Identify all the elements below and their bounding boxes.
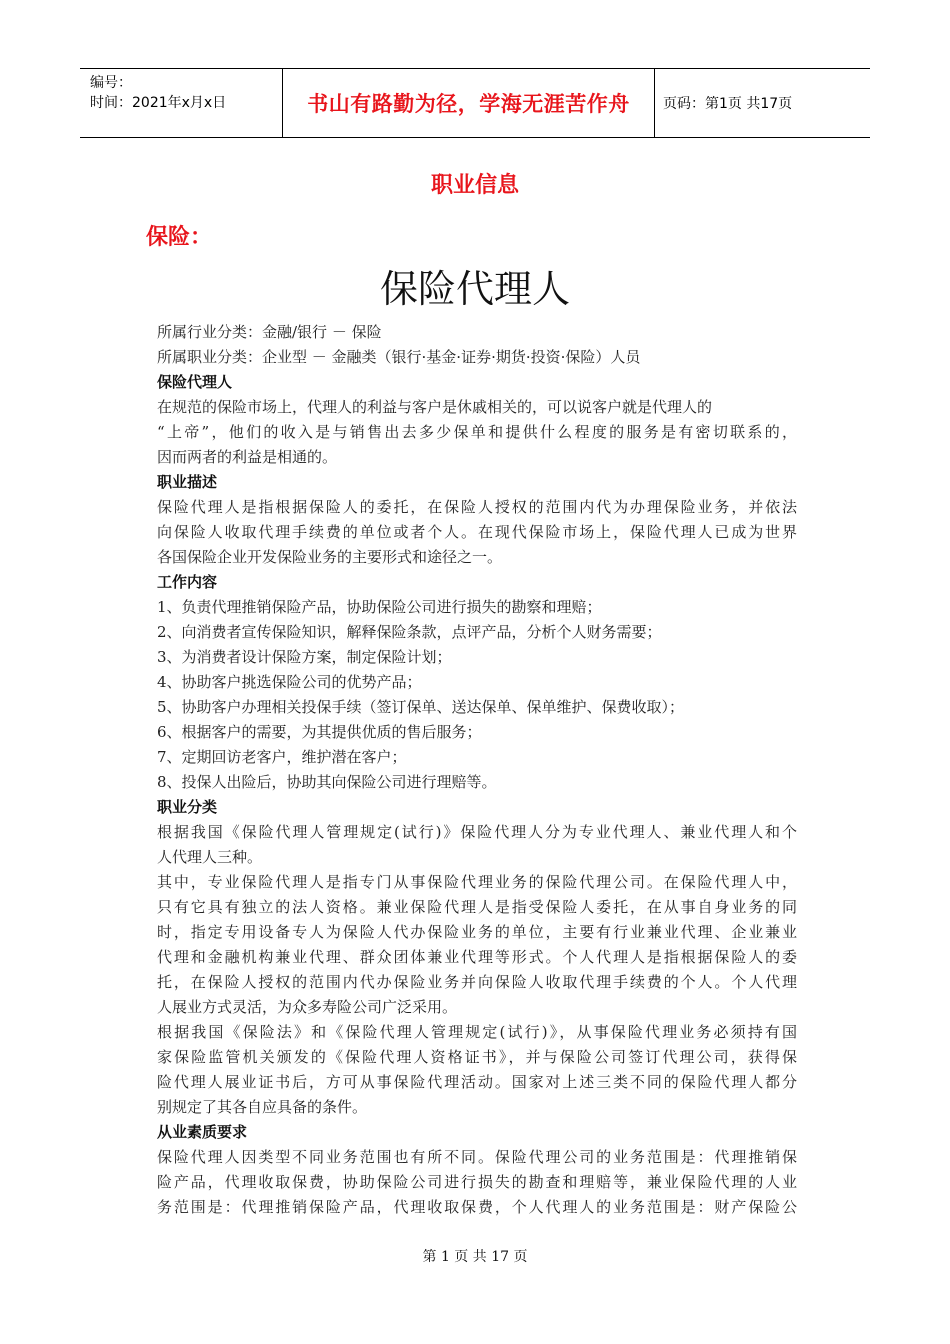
section-heading: 保险代理人: [157, 373, 233, 391]
text-line: 4、协助客户挑选保险公司的优势产品；: [157, 673, 422, 691]
text-line: 险代理人展业证书后，方可从事保险代理活动。国家对上述三类不同的保险代理人都分: [157, 1073, 797, 1091]
section-heading: 职业描述: [157, 473, 218, 491]
text-line: 根据我国《保险代理人管理规定(试行)》保险代理人分为专业代理人、兼业代理人和个: [157, 823, 797, 841]
document-title: 职业信息: [430, 173, 519, 198]
text-line: 人展业方式灵活，为众多寿险公司广泛采用。: [157, 998, 458, 1016]
text-line: 保险代理人是指根据保险人的委托，在保险人授权的范围内代为办理保险业务，并依法: [157, 498, 797, 516]
text-line: 8、投保人出险后，协助其向保险公司进行理赔等。: [157, 773, 497, 791]
text-line: 代理和金融机构兼业代理、群众团体兼业代理等形式。个人代理人是指根据保险人的委: [157, 948, 797, 966]
text-line: 在规范的保险市场上，代理人的利益与客户是休戚相关的，可以说客户就是代理人的: [157, 398, 713, 416]
text-line: 险产品，代理收取保费，协助保险公司进行损失的勘查和理赔等，兼业保险代理的人业: [157, 1173, 797, 1191]
header-meta: [80, 69, 282, 137]
text-line: 其中，专业保险代理人是指专门从事保险代理业务的保险代理公司。在保险代理人中，: [157, 873, 797, 891]
text-line: 务范围是：代理推销保险产品，代理收取保费，个人代理人的业务范围是：财产保险公: [157, 1198, 797, 1216]
section-heading: 工作内容: [157, 573, 218, 591]
section-heading: 从业素质要求: [157, 1123, 248, 1141]
text-line: 根据我国《保险法》和《保险代理人管理规定(试行)》，从事保险代理业务必须持有国: [157, 1023, 797, 1041]
text-line: 7、定期回访老客户，维护潜在客户；: [157, 748, 407, 766]
text-line: 3、为消费者设计保险方案，制定保险计划；: [157, 648, 452, 666]
text-line: 只有它具有独立的法人资格。兼业保险代理人是指受保险人委托，在从事自身业务的同: [157, 898, 797, 916]
section-heading: 职业分类: [157, 798, 218, 816]
document-number-label: 编号：: [90, 75, 132, 91]
text-line: 托，在保险人授权的范围内代办保险业务并向保险人收取代理手续费的个人。个人代理: [157, 973, 797, 991]
text-line: 家保险监管机关颁发的《保险代理人资格证书》，并与保险公司签订代理公司，获得保: [157, 1048, 797, 1066]
text-line: 时，指定专用设备专人为保险人代办保险业务的单位，主要有行业兼业代理、企业兼业: [157, 923, 797, 941]
text-line: 所属职业分类：企业型 － 金融类（银行·基金·证券·期货·投资·保险）人员: [157, 348, 641, 366]
page-footer: 第 1 页 共 17 页: [422, 1249, 528, 1265]
header-page-info: 页码：第1页 共17页: [663, 96, 793, 112]
header-table: [80, 68, 870, 138]
text-line: “上帝”，他们的收入是与销售出去多少保单和提供什么程度的服务是有密切联系的，: [157, 423, 797, 441]
text-line: 6、根据客户的需要，为其提供优质的售后服务；: [157, 723, 482, 741]
text-line: 1、负责代理推销保险产品，协助保险公司进行损失的勘察和理赔；: [157, 598, 602, 616]
section-label: 保险：: [146, 225, 213, 250]
text-line: 因而两者的利益是相通的。: [157, 448, 338, 466]
text-line: 别规定了其各自应具备的条件。: [157, 1098, 368, 1116]
body-text: [157, 320, 797, 1220]
text-line: 人代理人三种。: [157, 848, 263, 866]
text-line: 5、协助客户办理相关投保手续（签订保单、送达保单、保单维护、保费收取）；: [157, 698, 685, 716]
main-title: 保险代理人: [379, 267, 570, 311]
header-motto: 书山有路勤为径，学海无涯苦作舟: [282, 69, 655, 137]
text-line: 向保险人收取代理手续费的单位或者个人。在现代保险市场上，保险代理人已成为世界: [157, 523, 797, 541]
text-line: 保险代理人因类型不同业务范围也有所不同。保险代理公司的业务范围是：代理推销保: [157, 1148, 797, 1166]
text-line: 2、向消费者宣传保险知识，解释保险条款，点评产品，分析个人财务需要；: [157, 623, 662, 641]
document-time-label: 时间：2021年x月x日: [90, 95, 227, 111]
text-line: 各国保险企业开发保险业务的主要形式和途径之一。: [157, 548, 503, 566]
text-line: 所属行业分类：金融/银行 － 保险: [157, 323, 382, 341]
